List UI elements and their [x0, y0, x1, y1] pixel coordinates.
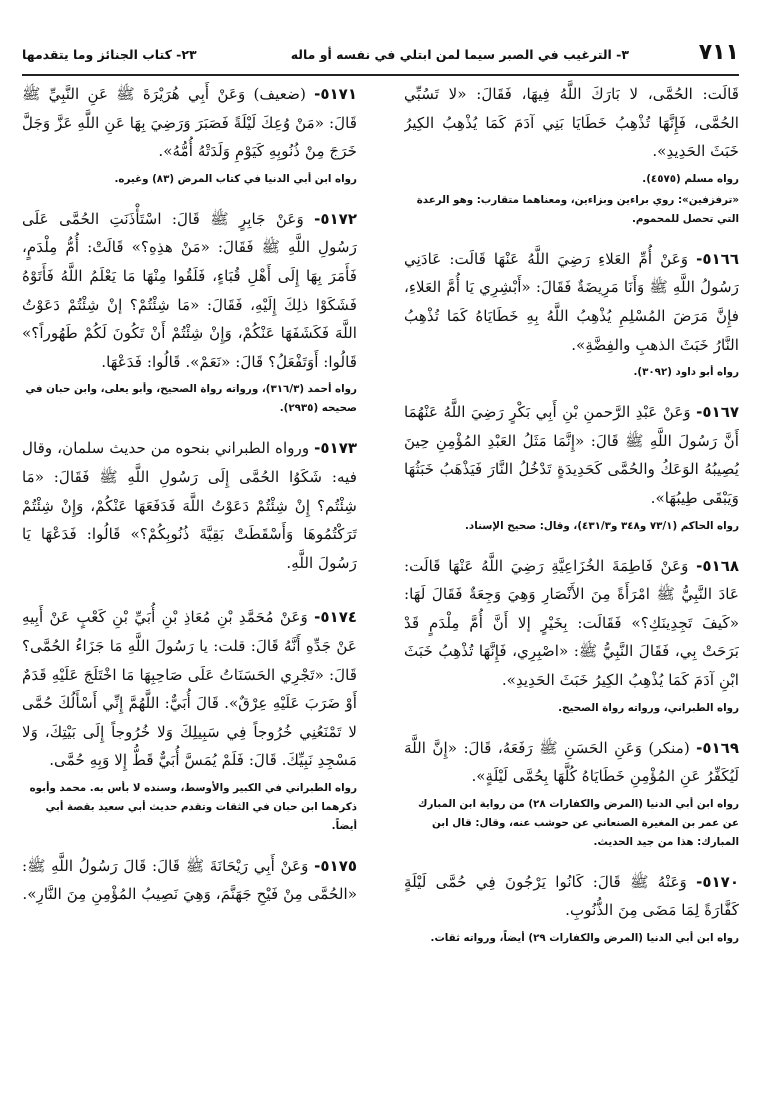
continued-hadith-text: قَالَت: الحُمَّى، لا بَارَكَ اللَّهُ فِيهَا، فَقَالَ: «لا تَسُبِّي الحُمَّى، فَإِنَّهَا تُذْهِبُ خَطَايَا بَنِي آدَمَ كَمَا يُذْهِبُ الكِيرُ خَبَثَ الحَدِيدِ». [404, 85, 739, 161]
hadith-5168 [404, 552, 739, 695]
hadith-text: (منكر) وَعَنِ الحَسَنِ ﷺ رَفَعَهُ، قَالَ: «إِنَّ اللَّهَ لَيُكَفِّرُ عَنِ المُؤْمِنِ خَطَايَاهُ كُلَّهَا بِحُمَّى لَيْلَةٍ». [404, 738, 739, 786]
hadith-number: ٥١٦٩- [696, 738, 739, 757]
hadith-number: ٥١٦٧- [696, 403, 739, 422]
hadith-text: وَعَنْ مُحَمَّدِ بْنِ مُعَاذِ بْنِ أُبَيِّ بْنِ كَعْبٍ عَنْ أَبِيهِ عَنْ جَدِّهِ أَنَّهُ قَالَ: قلت: يا رَسُولَ اللَّهِ مَا جَزَاءُ الحُمَّى؟ قَالَ: «تَجْرِي الحَسَنَاتُ عَلَى صَاحِبِهَا مَا اخْتَلَجَ عَلَيْهِ قَدَمٌ أَوْ ضَرَبَ عَلَيْهِ عِرْقٌ». قَالَ أُبَيٌّ: اللَّهُمَّ إِنِّي أَسْأَلُكَ حُمَّى لا تَمْنَعُنِي خُرُوجاً فِي سَبِيلِكَ وَلا خُرُوجاً إِلَى بَيْتِكَ، وَلا مَسْجِدِ نَبِيِّكَ. قَالَ: فَلَمْ يُمَسَّ أُبَيٌّ قَطُّ إِلا وَبِهِ حُمَّى. [22, 608, 357, 770]
hadith-text: وَعَنْ أُمِّ العَلاءِ رَضِيَ اللَّهُ عَنْهَا قَالَت: عَادَنِي رَسُولُ اللَّهِ ﷺ وَأَنَا مَرِيضَةٌ فَقَالَ: «أَبْشِرِي يَا أُمَّ العَلاءِ، فإِنَّ مَرَضَ المُسْلِمِ يُذْهِبُ اللَّهُ بِهِ خَطَايَاهُ كَمَا تُذْهِبُ النَّارُ خَبَثَ الذهبِ والفِضَّةِ». [404, 249, 739, 354]
hadith-text: وَعَنْ فَاطِمَةَ الخُزَاعِيَّةِ رَضِيَ اللَّهُ عَنْهَا قَالَت: عَادَ النَّبِيُّ ﷺ امْرَأَةً مِنَ الأَنْصَارِ وَهِيَ وَجِعَةٌ فَقَالَ لَهَا: «كَيفَ تَجِدِينَكِ؟» فَقَالَت: بِخَيْرٍ إلا أَنَّ أُمَّ مِلْدَمٍ قَدْ بَرَحَتْ بِي، فَقَالَ النَّبِيُّ ﷺ: «اصْبِرِي، فَإِنَّهَا تُذْهِبُ خَبَثَ ابْنِ آدَمَ كَمَا يُذْهِبُ الكِيرُ خَبَثَ الحَدِيدِ». [404, 556, 739, 689]
hadith-5171 [22, 80, 357, 166]
page-number: ٧١١ [698, 40, 739, 65]
hadith-text: وَعَنْ أَبِي رَيْحَانَةَ ﷺ قَالَ: قَالَ رَسُولُ اللَّهِ ﷺ: «الحُمَّى مِنْ فَيْحِ جَهَنَّمَ، وَهِيَ نَصِيبُ المُؤْمِنِ مِنَ النَّارِ». [22, 856, 357, 904]
running-header [22, 40, 739, 74]
hadith-5167 [404, 398, 739, 512]
hadith-5169 [404, 734, 739, 791]
hadith-number: ٥١٦٦- [696, 249, 739, 268]
hadith-source: رواه الحاكم (٧٣/١ و٣٤٨ و٤٣١/٣)، وقال: صحيح الإسناد. [465, 519, 739, 532]
hadith-source: رواه ابن أبي الدنيا (المرض والكفارات ٢٨) من رواية ابن المبارك عن عمر بن المغيرة الصنعاني عن حوشب عنه، وقال: قال ابن المبارك: هذا من جيد الحديث. [418, 797, 739, 848]
hadith-number: ٥١٦٨- [696, 556, 739, 575]
book-title: ٢٣- كتاب الجنائز وما يتقدمها [22, 47, 197, 62]
hadith-source: رواه الطبراني في الكبير والأوسط، وسنده لا بأس به. محمد وأبوه ذكرهما ابن حبان في الثقات وتقدم حديث أبي سعيد بقصة أبي أيضاً. [29, 781, 357, 832]
hadith-text: وَعَنْ جَابِرٍ ﷺ قَالَ: اسْتَأْذَنَتِ الحُمَّى عَلَى رَسُولِ اللَّهِ ﷺ فَقَالَ: «مَنْ هذِهِ؟» قَالَتْ: أُمُّ مِلْدَمٍ، فَأَمَرَ بِهَا إِلَى أَهْلِ قُبَاءٍ، فَلَقُوا مِنْهَا مَا يَعْلَمُ اللَّهُ فَأَتَوْهُ فَشَكَوْا ذلِكَ إِلَيْهِ، فَقَالَ: «مَا شِئْتُمْ؟ إنْ شِئْتُمْ دَعَوْتُ اللَّهَ فَكَشَفَهَا عَنْكُمْ، وَإِنْ شِئْتُمْ أَنْ تَكُونَ لَكُمْ طَهُوراً؟» قَالُوا: أَوَتَفْعَلُ؟ قَالَ: «نَعَمْ». قَالُوا: فَدَعْهَا. [22, 209, 357, 371]
hadith-source: رواه أبو داود (٣٠٩٢). [633, 366, 739, 379]
right-column [404, 80, 739, 1080]
hadith-5173 [22, 434, 357, 577]
header-rule [22, 74, 739, 76]
hadith-5175 [22, 852, 357, 909]
hadith-source: رواه ابن أبي الدنيا في كتاب المرض (٨٣) وغيره. [114, 172, 357, 185]
hadith-text: (ضعيف) وَعَنْ أَبِي هُرَيْرَةَ ﷺ عَنِ النَّبِيِّ ﷺ قَالَ: «مَنْ وُعِكَ لَيْلَةً فَصَبَرَ وَرَضِيَ بِهَا عَنِ اللَّهِ عَزَّ وَجَلَّ خَرَجَ مِنْ ذُنُوبِهِ كَيَوْمِ وَلَدَتْهُ أُمُّهُ». [22, 85, 357, 161]
hadith-number: ٥١٧٣- [314, 439, 357, 458]
hadith-number: ٥١٧٠- [696, 872, 739, 891]
continued-hadith-note: «ترفزفين»: روي براءين وبزاءين، ومعناهما متقارب: وهو الرعدة التي تحصل للمحموم. [416, 193, 739, 225]
hadith-text: وَعَنْ عَبْدِ الرَّحمنِ بْنِ أَبِي بَكْرٍ رَضِيَ اللَّهُ عَنْهُمَا أَنَّ رَسُولَ اللَّهِ ﷺ قَالَ: «إِنَّمَا مَثَلُ العَبْدِ المُؤْمِنِ حِينَ يُصِيبُهُ الوَعَكُ والحُمَّى كَحَدِيدَةٍ تَدْخُلُ النَّارَ فَيَذْهَبُ خَبَثُهَا وَيَبْقَى طِيبُهَا». [404, 403, 739, 507]
hadith-number: ٥١٧٢- [314, 209, 357, 228]
left-column [22, 80, 357, 1080]
section-title: ٣- الترغيب في الصبر سيما لمن ابتلي في نفسه أو ماله [290, 47, 629, 62]
hadith-number: ٥١٧١- [314, 85, 357, 103]
hadith-text: وَعَنْهُ ﷺ قَالَ: كَانُوا يَرْجُونَ فِي حُمَّى لَيْلَةٍ كَفَّارَةً لِمَا مَضَى مِنَ الذُّنُوبِ. [404, 872, 739, 920]
hadith-5172 [22, 205, 357, 377]
hadith-source: رواه ابن أبي الدنيا (المرض والكفارات ٢٩) أيضاً، ورواته ثقات. [430, 931, 739, 944]
hadith-source: رواه الطبراني، ورواته رواة الصحيح. [558, 701, 739, 714]
hadith-5174 [22, 603, 357, 775]
hadith-number: ٥١٧٥- [314, 856, 357, 875]
hadith-5166 [404, 245, 739, 359]
hadith-number: ٥١٧٤- [314, 608, 357, 627]
continued-hadith-source: رواه مسلم (٤٥٧٥). [642, 172, 739, 185]
hadith-5170 [404, 868, 739, 925]
hadith-text: ورواه الطبراني بنحوه من حديث سلمان، وقال فيه: شَكَوُا الحُمَّى إِلَى رَسُولِ اللَّهِ ﷺ فَقَالَ: «مَا شِئْتُم؟ إِنْ شِئْتُمْ دَعَوْتُ اللَّهَ فَدَفَعَهَا عَنْكُمْ، وَإِنْ شِئْتُمْ تَرَكْتُمُوهَا وَأَسْقَطَتْ بَقِيَّةَ ذُنُوبِكُمْ؟» قَالُوا: فَدَعْهَا يَا رَسُولَ اللَّهِ. [22, 439, 357, 572]
hadith-source: رواه أحمد (٣١٦/٣)، ورواته رواة الصحيح، وأبو يعلى، وابن حبان في صحيحه (٢٩٣٥). [25, 383, 357, 415]
